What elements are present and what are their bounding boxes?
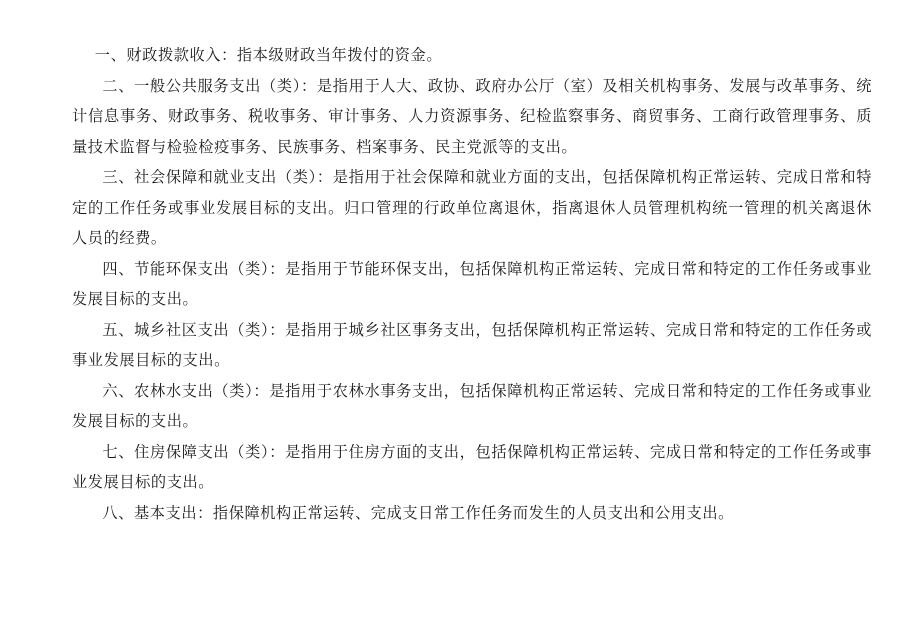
paragraph-housing-security: 七、住房保障支出（类）：是指用于住房方面的支出，包括保障机构正常运转、完成日常和特定的工作任务或事业发展目标的支出。 xyxy=(72,442,872,491)
paragraph-general-public-services: 二、一般公共服务支出（类）：是指用于人大、政协、政府办公厅（室）及相关机构事务、发展与改革事务、统计信息事务、财政事务、税收事务、审计事务、人力资源事务、纪检监察事务、商贸事务、工商行政管理事务、质量技术监督与检验检疫事务、民族事务、档案事务、民主党派等的支出。 xyxy=(72,76,872,156)
paragraph-agriculture-forestry-water: 六、农林水支出（类）：是指用于农林水事务支出，包括保障机构正常运转、完成日常和特定的工作任务或事业发展目标的支出。 xyxy=(72,381,872,430)
paragraph-energy-environment: 四、节能环保支出（类）：是指用于节能环保支出，包括保障机构正常运转、完成日常和特定的工作任务或事业发展目标的支出。 xyxy=(72,259,872,308)
paragraph-fiscal-appropriation-income: 一、财政拨款收入：指本级财政当年拨付的资金。 xyxy=(94,46,443,64)
paragraph-social-security-employment: 三、社会保障和就业支出（类）：是指用于社会保障和就业方面的支出，包括保障机构正常运转、完成日常和特定的工作任务或事业发展目标的支出。归口管理的行政单位离退休，指离退休人员管理机构统一管理的机关离退休人员的经费。 xyxy=(72,168,872,247)
document-body xyxy=(72,40,872,528)
paragraph-basic-expenditure: 八、基本支出：指保障机构正常运转、完成支日常工作任务而发生的人员支出和公用支出。 xyxy=(102,503,734,522)
paragraph-urban-rural-community: 五、城乡社区支出（类）：是指用于城乡社区事务支出，包括保障机构正常运转、完成日常和特定的工作任务或事业发展目标的支出。 xyxy=(72,320,872,369)
